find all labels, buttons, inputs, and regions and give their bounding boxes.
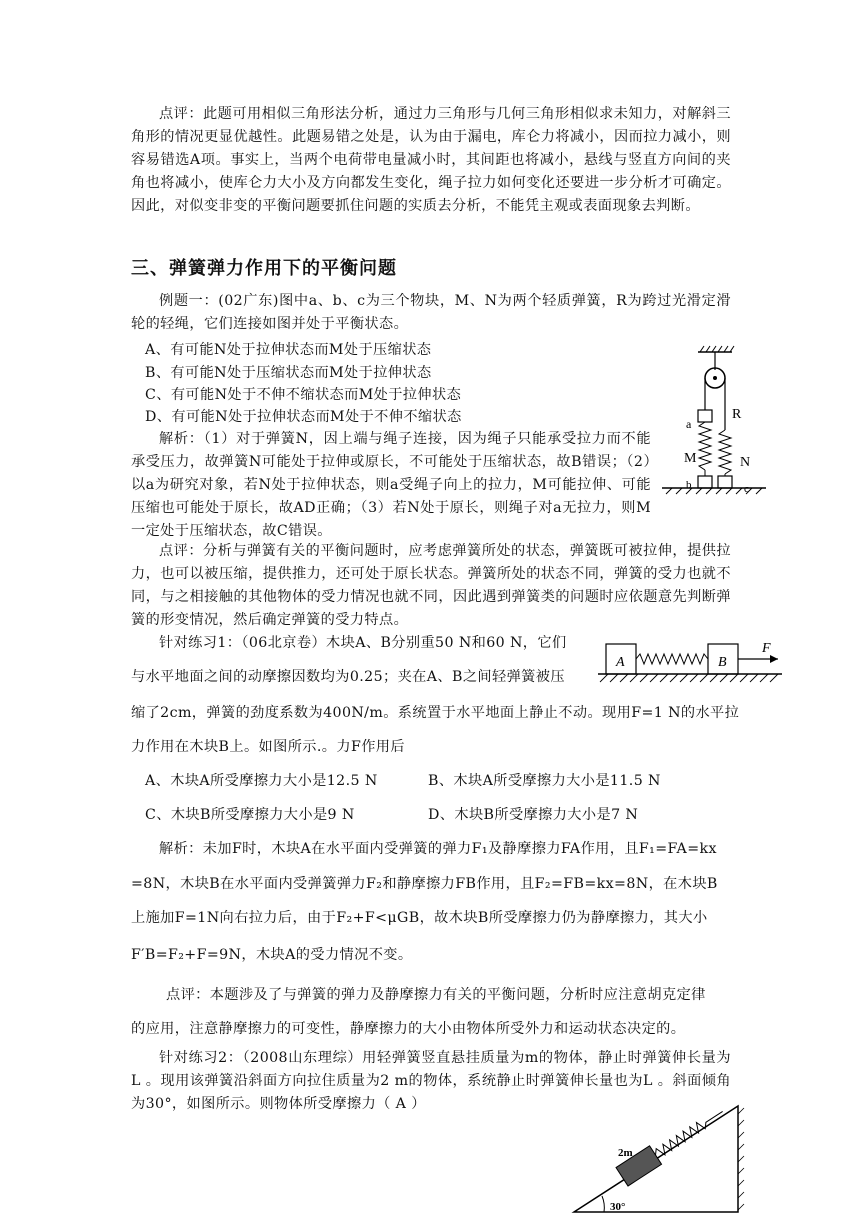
comment-paragraph-2: 点评：分析与弹簧有关的平衡问题时，应考虑弹簧所处的状态，弹簧既可被拉伸，提供拉力，也可以被压缩，提供推力，还可处于原长状态。弹簧所处的状态不同，弹簧的受力也就不同，与之相接触的其他物体的受力情况也就不同，因此遇到弹簧类的问题时应依题意先判断弹簧的形变情况，然后确定弹簧的受力特点。 (131, 543, 731, 628)
label-a: a (686, 417, 692, 431)
option-b: B、有可能N处于压缩状态而M处于拉伸状态 (145, 365, 432, 381)
pulley-spring-figure (660, 340, 770, 500)
practice-2-text: 针对练习2：（2008山东理综）用轻弹簧竖直悬挂质量为m的物体，静止时弹簧伸长量为L 。现用该弹簧沿斜面方向拉住质量为2 m的物体，系统静止时弹簧伸长量也为L 。斜面倾角为30°，如图所示。则物体所受摩擦力（ A ） (131, 1050, 731, 1112)
analysis-2-line-1: 解析：未加F时，木块A在水平面内受弹簧的弹力F₁及静摩擦力FA作用，且F₁=FA=kx (159, 841, 717, 857)
practice-1-line-2: 与水平地面之间的动摩擦因数均为0.25；夹在A、B之间轻弹簧被压 (131, 669, 565, 685)
option-2-c: C、木块B所受摩擦力大小是9 N (145, 807, 355, 823)
label-r: R (732, 407, 742, 422)
example-1-text: 例题一：(02广东)图中a、b、c为三个物块，M、N为两个轻质弹簧，R为跨过光滑定滑轮的轻绳，它们连接如图并处于平衡状态。 (131, 293, 731, 332)
label-c: c (744, 483, 749, 495)
option-2-b: B、木块A所受摩擦力大小是11.5 N (428, 773, 661, 789)
section-heading: 三、弹簧弹力作用下的平衡问题 (131, 258, 397, 279)
analysis-2-line-3: 上施加F=1N向右拉力后，由于F₂+F<μGB，故木块B所受摩擦力仍为静摩擦力，其大小 (131, 910, 708, 926)
label-mass: 2m (618, 1147, 633, 1159)
label-block-b: B (718, 655, 727, 670)
label-n: N (740, 455, 751, 470)
comment-3-line-1: 点评：本题涉及了与弹簧的弹力及静摩擦力有关的平衡问题，分析时应注意胡克定律 (166, 987, 706, 1003)
label-m: M (684, 451, 697, 466)
practice-1-line-4: 力作用在木块B上。如图所示.。力F作用后 (131, 739, 405, 755)
label-b: b (686, 479, 692, 491)
blocks-spring-figure (596, 638, 786, 688)
analysis-2-line-2: =8N，木块B在水平面内受弹簧弹力F₂和静摩擦力FB作用，且F₂=FB=kx=8N，在木块B (131, 876, 718, 892)
option-c: C、有可能N处于不伸不缩状态而M处于拉伸状态 (145, 387, 462, 403)
option-2-d: D、木块B所受摩擦力大小是7 N (428, 807, 639, 823)
incline-figure (570, 1104, 750, 1216)
option-d: D、有可能N处于拉伸状态而M处于不伸不缩状态 (145, 409, 462, 425)
analysis-1-text: 解析：（1）对于弹簧N，因上端与绳子连接，因为绳子只能承受拉力而不能承受压力，故弹簧N可能处于拉伸或原长，不可能处于压缩状态，故B错误；（2）以a为研究对象，若N处于拉伸状态，则a受绳子向上的拉力，M可能拉伸、可能压缩也可能处于原长，故AD正确；（3）若N处于原长，则绳子对a无拉力，则M一定处于压缩状态，故C错误。 (131, 431, 651, 539)
option-2-a: A、木块A所受摩擦力大小是12.5 N (145, 773, 378, 789)
comment-paragraph-1: 点评：此题可用相似三角形法分析，通过力三角形与几何三角形相似求未知力，对解斜三角形的情况更显优越性。此题易错之处是，认为由于漏电，库仑力将减小，因而拉力减小，则容易错选A项。事实上，当两个电荷带电量减小时，其间距也将减小，悬线与竖直方向间的夹角也将减小，使库仑力大小及方向都发生变化，绳子拉力如何变化还要进一步分析才可确定。因此，对似变非变的平衡问题要抓住问题的实质去分析，不能凭主观或表面现象去判断。 (131, 106, 731, 214)
practice-1-line-1: 针对练习1：（06北京卷）木块A、B分别重50 N和60 N，它们 (159, 635, 567, 651)
option-a: A、有可能N处于拉伸状态而M处于压缩状态 (145, 342, 432, 358)
label-force-f: F (762, 641, 771, 656)
practice-1-line-3: 缩了2cm，弹簧的劲度系数为400N/m。系统置于水平地面上静止不动。现用F=1 N的水平拉 (131, 705, 740, 721)
label-block-a: A (616, 655, 625, 670)
analysis-2-line-4: F′B=F₂+F=9N，木块A的受力情况不变。 (131, 947, 413, 963)
label-angle: 30° (610, 1201, 626, 1213)
comment-3-line-2: 的应用，注意静摩擦力的可变性，静摩擦力的大小由物体所受外力和运动状态决定的。 (131, 1021, 686, 1037)
